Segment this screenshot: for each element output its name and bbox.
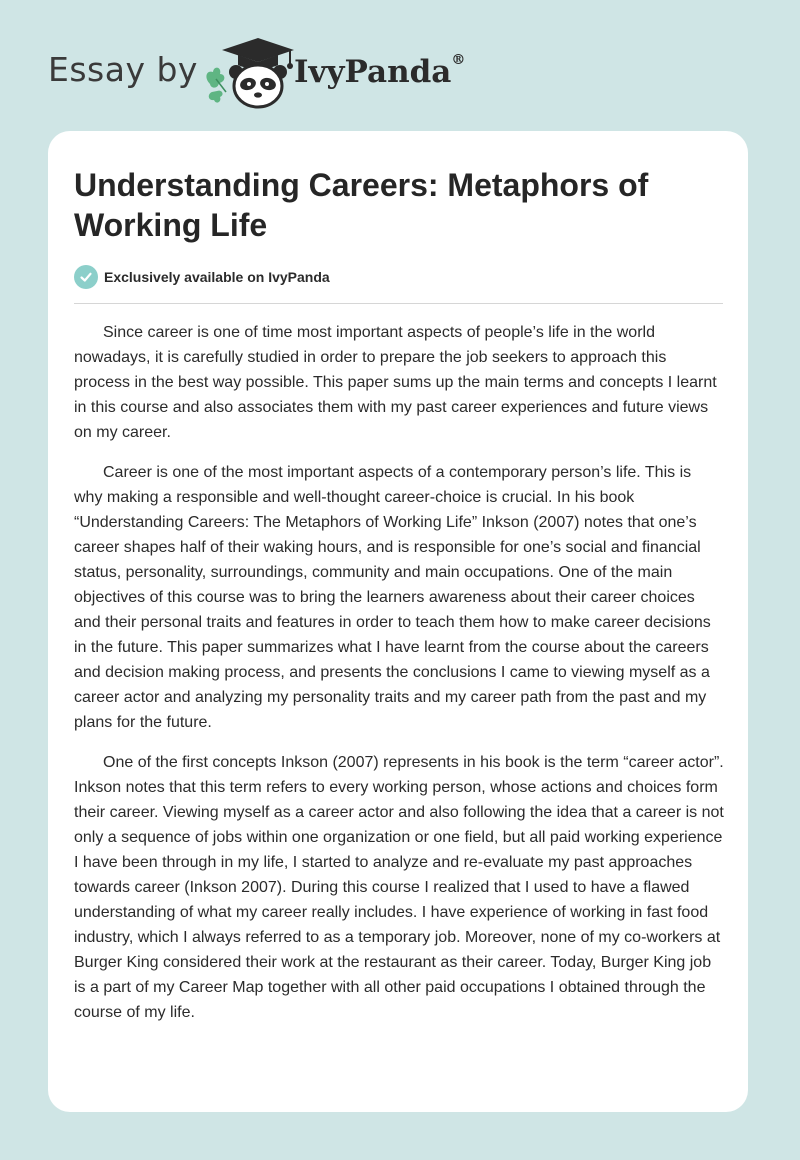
essay-title: Understanding Careers: Metaphors of Working Life	[74, 167, 649, 243]
ivypanda-brand-name[interactable]: IvyPanda®	[294, 52, 466, 90]
essay-body	[74, 320, 724, 1040]
exclusive-badge-label: Exclusively available on IvyPanda	[104, 269, 330, 285]
ivypanda-panda-logo-icon	[200, 34, 296, 110]
title-divider	[74, 303, 723, 304]
checkmark-icon	[74, 265, 98, 289]
essay-by-label: Essay by	[48, 50, 198, 89]
essay-paragraph: Career is one of the most important aspects of a contemporary person’s life. This is why making a responsible and well-thought career-choice is crucial. In his book “Understanding Careers: The Metaphors of Working Life” Inkson (2007) notes that one’s career shapes half of their waking hours, and is responsible for one’s social and financial status, personality, surroundings, community and main occupations. One of the main objectives of this course was to bring the learners awareness about their career choices and their personal traits and features in order to teach them how to make career decisions in the future. This paper summarizes what I have learnt from the course about the careers and decision making process, and presents the conclusions I came to viewing myself as a career actor and analyzing my personality traits and my career path from the past and my plans for the future.	[74, 464, 711, 731]
essay-card	[48, 131, 748, 1112]
essay-paragraph: One of the first concepts Inkson (2007) represents in his book is the term “career actor”. Inkson notes that this term refers to every working person, whose actions and choices form their career. Viewing myself as a career actor and also following the idea that a career is not only a sequence of jobs within one organization or one field, but all paid working experience I have been through in my life, I started to analyze and re-evaluate my past approaches towards career (Inkson 2007). During this course I realized that I used to have a flawed understanding of what my career really includes. I have experience of working in fast food industry, which I always referred to as a temporary job. Moreover, none of my co-workers at Burger King considered their work at the restaurant as their career. Today, Burger King job is a part of my Career Map together with all other paid occupations I obtained through the course of my life.	[74, 754, 724, 1021]
registered-trademark: ®	[451, 52, 466, 68]
exclusive-badge	[74, 265, 330, 289]
site-header	[48, 34, 508, 110]
essay-paragraph: Since career is one of time most important aspects of people’s life in the world nowadays, it is carefully studied in order to prepare the job seekers to approach this process in the best way possible. This paper sums up the main terms and concepts I learnt in this course and also associates them with my past career experiences and future views on my career.	[74, 324, 717, 441]
